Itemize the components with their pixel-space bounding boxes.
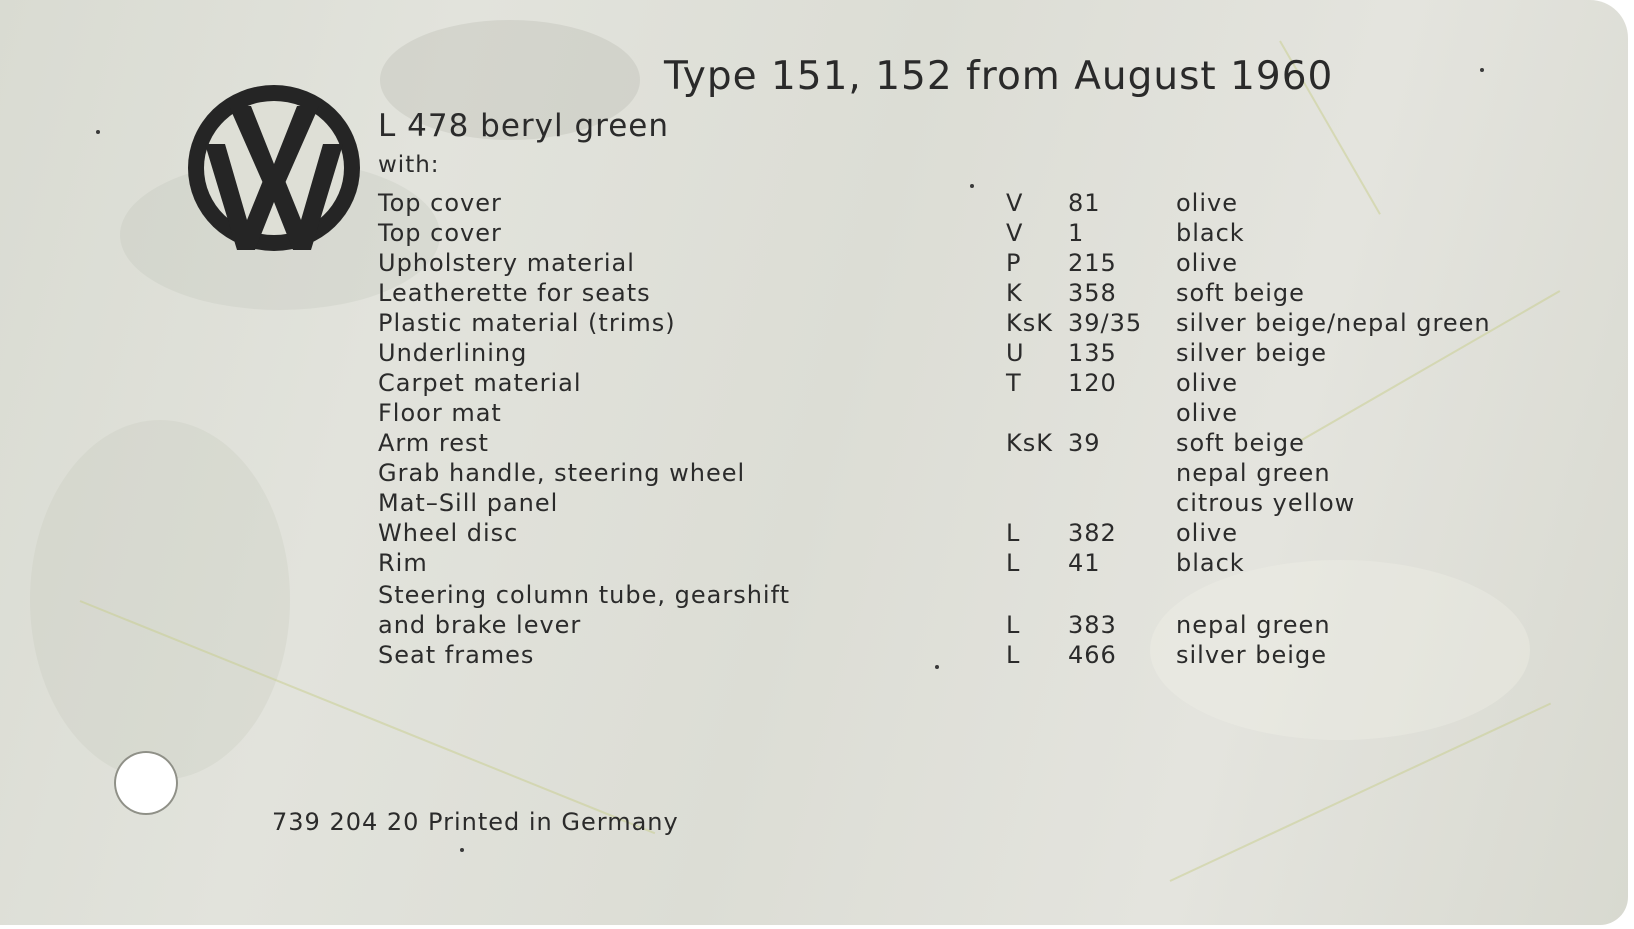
row-number: 358	[1068, 279, 1117, 307]
row-item: Carpet material	[378, 369, 582, 397]
row-item: Wheel disc	[378, 519, 519, 547]
row-item: and brake lever	[378, 611, 582, 639]
row-item: Upholstery material	[378, 249, 635, 277]
row-color: olive	[1176, 249, 1238, 277]
row-code: L	[1006, 519, 1021, 547]
row-code: L	[1006, 549, 1021, 577]
table-row	[0, 458, 1628, 488]
row-item: Steering column tube, gearshift	[378, 581, 791, 609]
row-color: silver beige	[1176, 339, 1327, 367]
row-color: nepal green	[1176, 459, 1331, 487]
row-code: KsK	[1006, 429, 1053, 457]
table-row	[0, 188, 1628, 218]
row-color: silver beige	[1176, 641, 1327, 669]
print-info-footer: 739 204 20 Printed in Germany	[272, 808, 679, 836]
row-number: 39/35	[1068, 309, 1143, 337]
table-row	[0, 248, 1628, 278]
page-title: Type 151, 152 from August 1960	[664, 54, 1334, 99]
row-code: L	[1006, 611, 1021, 639]
table-row	[0, 218, 1628, 248]
table-row	[0, 548, 1628, 578]
row-number: 215	[1068, 249, 1117, 277]
row-code: K	[1006, 279, 1023, 307]
row-number: 135	[1068, 339, 1117, 367]
row-item: Underlining	[378, 339, 528, 367]
row-item: Arm rest	[378, 429, 489, 457]
row-code: L	[1006, 641, 1021, 669]
row-number: 1	[1068, 219, 1085, 247]
row-number: 39	[1068, 429, 1101, 457]
row-number: 81	[1068, 189, 1101, 217]
row-item: Mat–Sill panel	[378, 489, 559, 517]
table-row	[0, 580, 1628, 610]
row-color: black	[1176, 549, 1245, 577]
table-row	[0, 398, 1628, 428]
table-row	[0, 368, 1628, 398]
row-color: olive	[1176, 519, 1238, 547]
row-color: soft beige	[1176, 429, 1305, 457]
row-code: U	[1006, 339, 1025, 367]
row-item: Floor mat	[378, 399, 502, 427]
row-code: V	[1006, 219, 1024, 247]
row-color: soft beige	[1176, 279, 1305, 307]
row-number: 383	[1068, 611, 1117, 639]
row-color: citrous yellow	[1176, 489, 1356, 517]
row-color: black	[1176, 219, 1245, 247]
row-color: nepal green	[1176, 611, 1331, 639]
table-row	[0, 308, 1628, 338]
row-number: 41	[1068, 549, 1101, 577]
row-number: 466	[1068, 641, 1117, 669]
row-code: KsK	[1006, 309, 1053, 337]
row-code: T	[1006, 369, 1022, 397]
row-color: olive	[1176, 369, 1238, 397]
table-row	[0, 488, 1628, 518]
row-code: V	[1006, 189, 1024, 217]
table-row	[0, 640, 1628, 670]
row-item: Rim	[378, 549, 428, 577]
row-item: Seat frames	[378, 641, 535, 669]
table-row	[0, 278, 1628, 308]
table-row	[0, 338, 1628, 368]
row-item: Leatherette for seats	[378, 279, 651, 307]
row-item: Top cover	[378, 189, 502, 217]
row-number: 120	[1068, 369, 1117, 397]
row-color: silver beige/nepal green	[1176, 309, 1491, 337]
table-row	[0, 610, 1628, 640]
paint-color-name: L 478 beryl green	[378, 108, 669, 144]
row-code: P	[1006, 249, 1022, 277]
table-row	[0, 518, 1628, 548]
with-label: with:	[378, 152, 440, 178]
row-color: olive	[1176, 399, 1238, 427]
row-item: Plastic material (trims)	[378, 309, 676, 337]
row-color: olive	[1176, 189, 1238, 217]
table-row	[0, 428, 1628, 458]
row-item: Grab handle, steering wheel	[378, 459, 746, 487]
row-number: 382	[1068, 519, 1117, 547]
row-item: Top cover	[378, 219, 502, 247]
